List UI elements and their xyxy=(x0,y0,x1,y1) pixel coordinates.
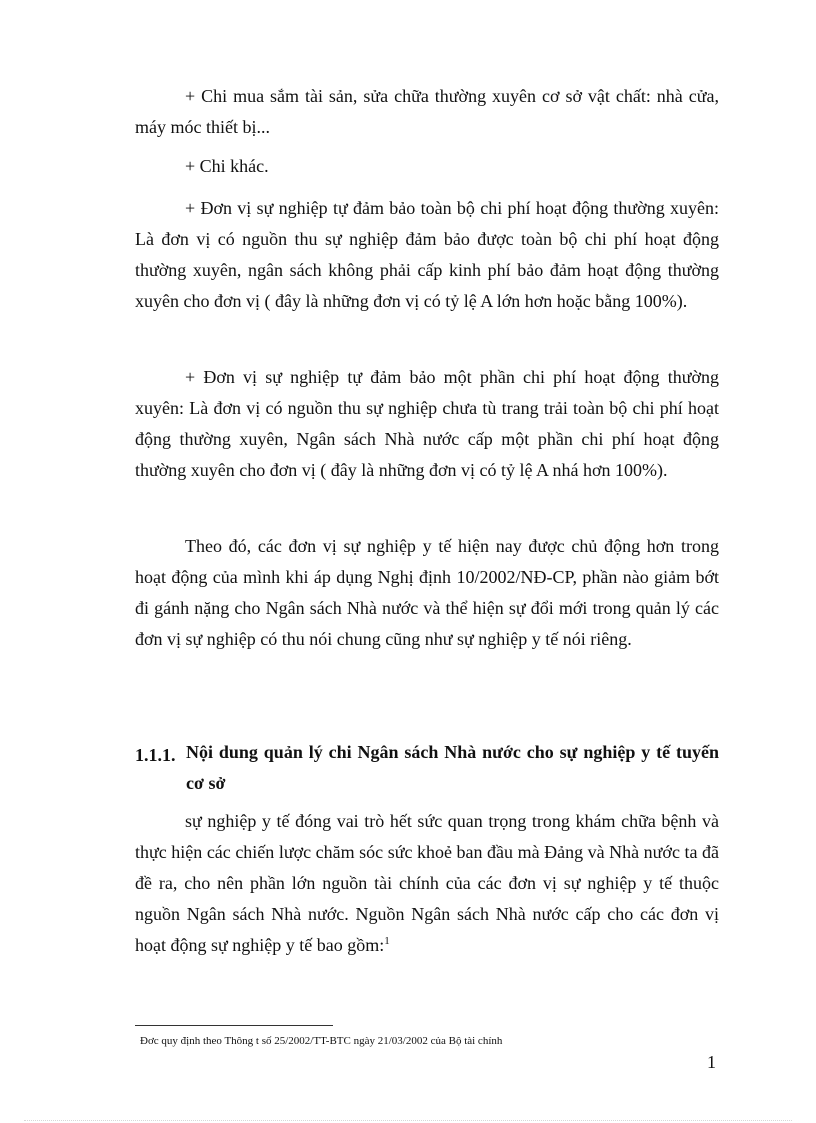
paragraph-tu-dam-bao-toan-bo: + Đơn vị sự nghiệp tự đảm bảo toàn bộ chi phí hoạt động thường xuyên: Là đơn vị có nguồn thu sự nghiệp đảm bảo được toàn bộ chi phí hoạt động thường xuyên, ngân sách không phải cấp kinh phí bảo đảm hoạt động thường xuyên cho đơn vị ( đây là những đơn vị có tỷ lệ A lớn hơn hoặc bằng 100%). xyxy=(135,198,719,311)
section-number: 1.1.1. xyxy=(135,745,176,765)
page-number: 1 xyxy=(707,1052,716,1072)
section-body-text: sự nghiệp y tế đóng vai trò hết sức quan trọng trong khám chữa bệnh và thực hiện các chiến lược chăm sóc sức khoẻ ban đầu mà Đảng và Nhà nước ta đã đề ra, cho nên phần lớn nguồn tài chính của các đơn vị sự nghiệp y tế thuộc nguồn Ngân sách Nhà nước. Nguồn Ngân sách Nhà nước cấp cho các đơn vị hoạt động sự nghiệp y tế bao gồm: xyxy=(135,811,719,955)
paragraph-chi-mua-sam: + Chi mua sắm tài sản, sửa chữa thường xuyên cơ sở vật chất: nhà cửa, máy móc thiết bị... xyxy=(135,86,719,137)
footnote-reference[interactable]: 1 xyxy=(384,935,390,947)
page-bottom-divider xyxy=(24,1120,792,1121)
paragraph-tu-dam-bao-mot-phan: + Đơn vị sự nghiệp tự đảm bảo một phần chi phí hoạt động thường xuyên: Là đơn vị có nguồn thu sự nghiệp chưa tù trang trải toàn bộ chi phí hoạt động thường xuyên, Ngân sách Nhà nước cấp một phần chi phí hoạt động thường xuyên cho đơn vị ( đây là những đơn vị có tỷ lệ A nhá hơn 100%). xyxy=(135,367,719,480)
section-body-paragraph xyxy=(135,806,719,961)
paragraph-theo-do: Theo đó, các đơn vị sự nghiệp y tế hiện nay được chủ động hơn trong hoạt động của mình khi áp dụng Nghị định 10/2002/NĐ-CP, phần nào giảm bớt đi gánh nặng cho Ngân sách Nhà nước và thể hiện sự đổi mới trong quản lý các đơn vị sự nghiệp có thu nói chung cũng như sự nghiệp y tế nói riêng. xyxy=(135,536,719,649)
section-title: Nội dung quản lý chi Ngân sách Nhà nước cho sự nghiệp y tế tuyến cơ sở xyxy=(186,742,719,793)
footnote-separator xyxy=(135,1025,333,1026)
paragraph-chi-khac: + Chi khác. xyxy=(185,156,269,176)
footnote-text: Đơc quy định theo Thông t số 25/2002/TT-BTC ngày 21/03/2002 của Bộ tài chính xyxy=(140,1035,503,1047)
